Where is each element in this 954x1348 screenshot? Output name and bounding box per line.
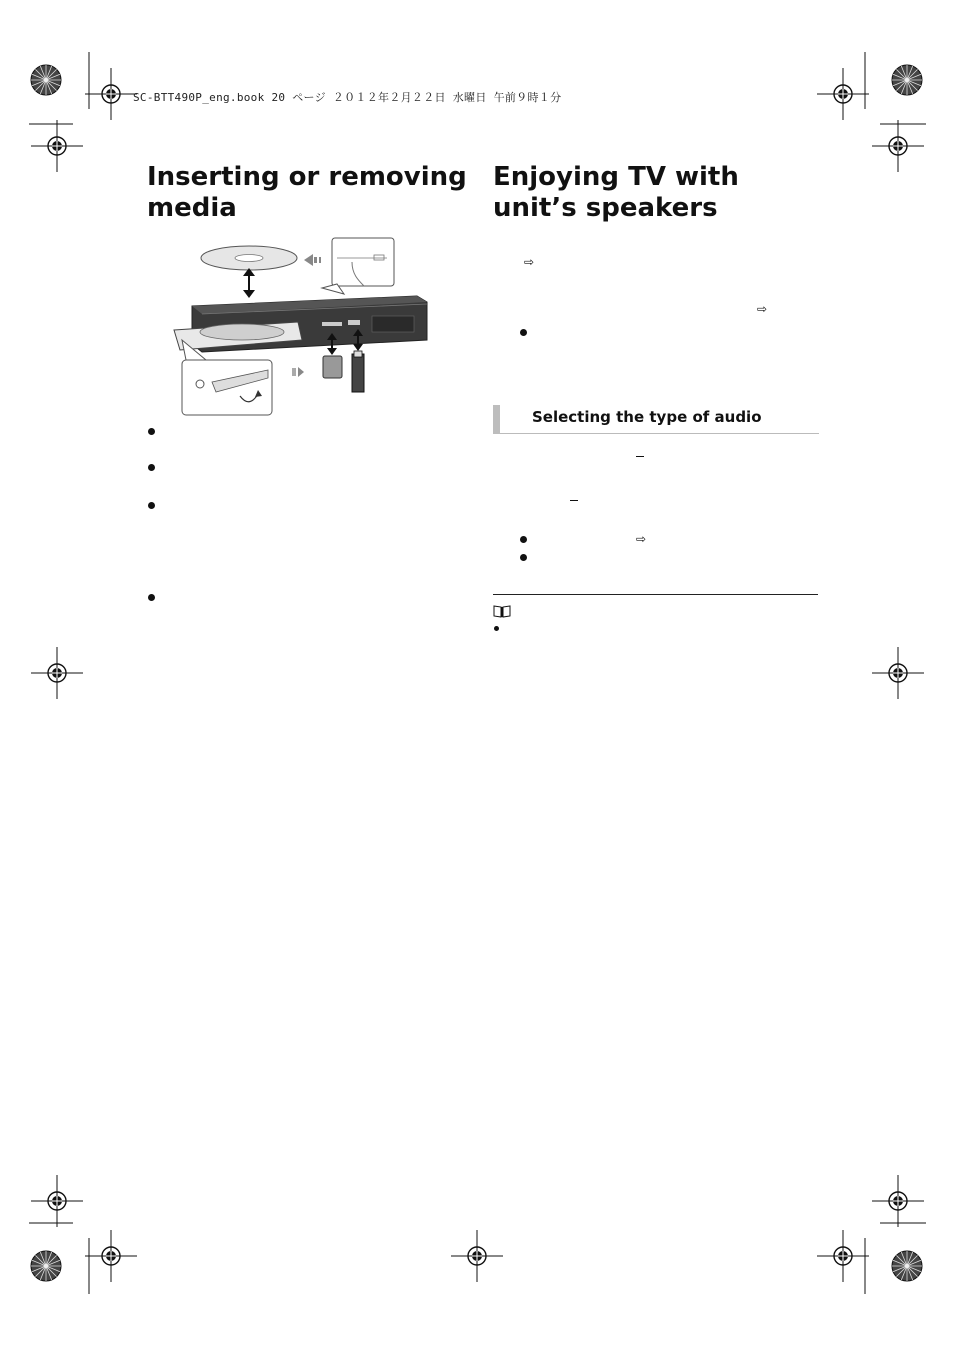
print-header: SC-BTT490P_eng.book 20 ページ ２０１２年２月２２日 水曜日 午前９時１分 (133, 91, 562, 104)
bullet-5 (520, 329, 527, 336)
section-title-inserting-media: Inserting or removing media (147, 162, 467, 223)
section-title-tv-speakers: Enjoying TV with unit’s speakers (493, 162, 739, 223)
media-insertion-illustration (172, 236, 432, 421)
book-icon (493, 604, 511, 618)
note-bullet (494, 626, 499, 631)
ref-arrow-icon: ⇨ (757, 302, 768, 316)
bullet-2 (148, 464, 155, 471)
bullet-1 (148, 428, 155, 435)
section-divider (493, 594, 818, 595)
underline-mark (570, 500, 578, 501)
underline-mark (636, 456, 644, 457)
ref-arrow-icon: ⇨ (636, 532, 647, 546)
bullet-4 (148, 594, 155, 601)
bullet-3 (148, 502, 155, 509)
ref-arrow-icon: ⇨ (524, 255, 535, 269)
bullet-7 (520, 554, 527, 561)
subsection-title: Selecting the type of audio (532, 408, 762, 426)
subsection-header-bar (493, 405, 500, 434)
bullet-6 (520, 536, 527, 543)
